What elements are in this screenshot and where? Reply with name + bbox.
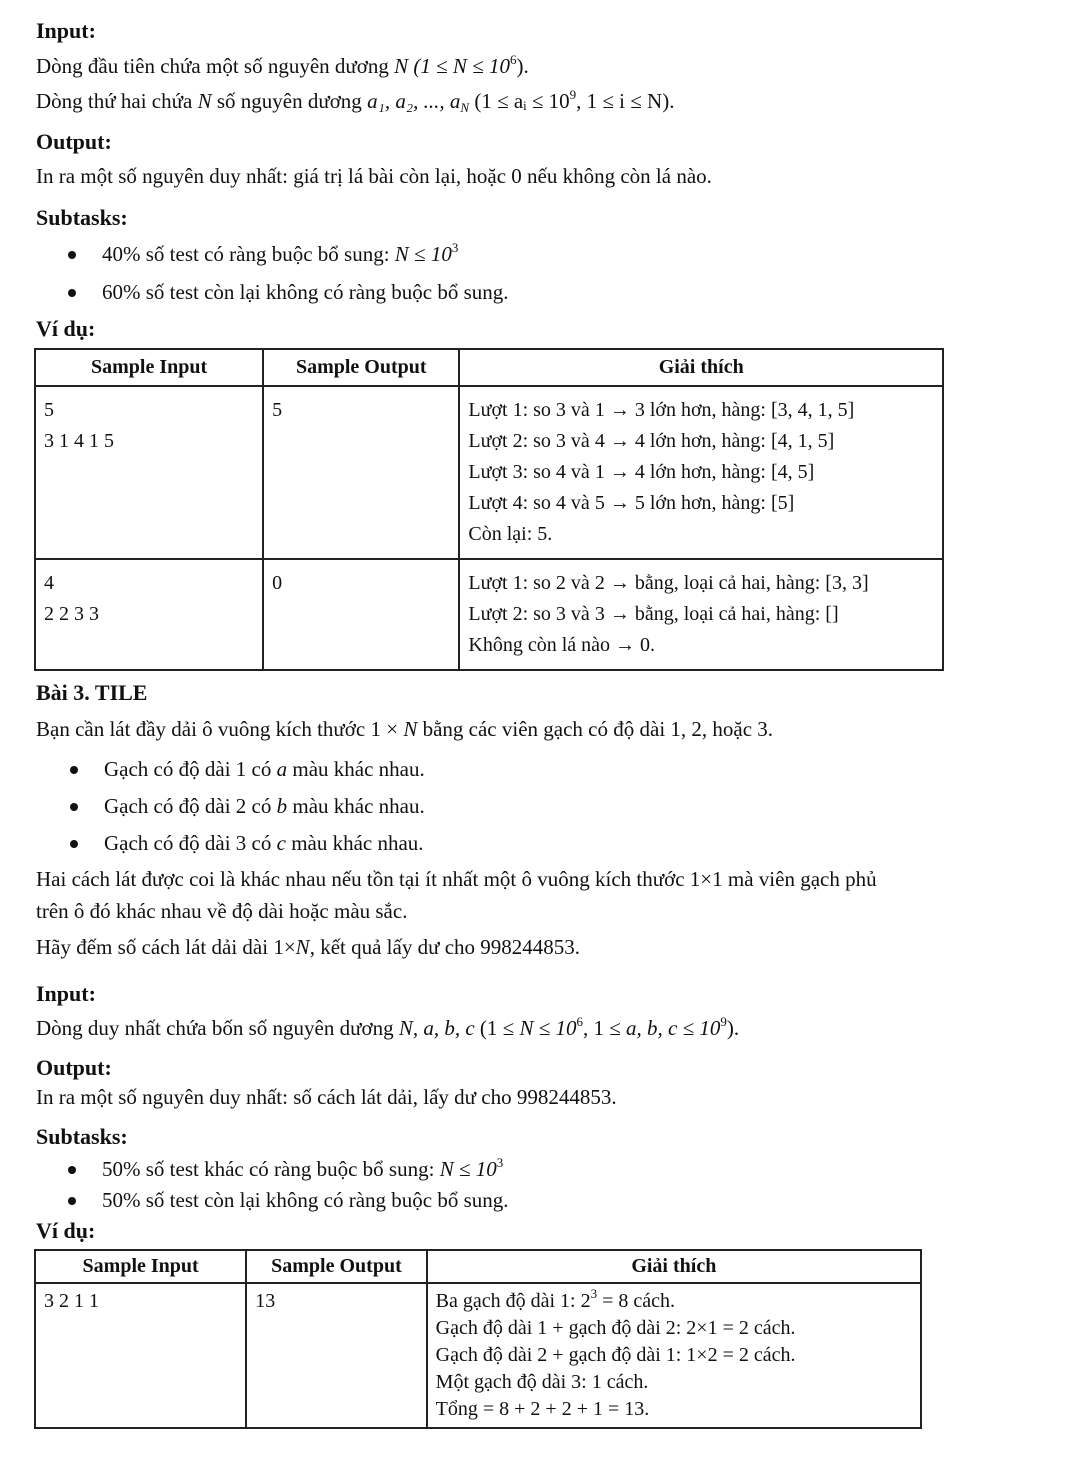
sup: 9 (569, 87, 577, 102)
explain-line: Gạch độ dài 2 + gạch độ dài 1: 1×2 = 2 cách. (435, 1344, 796, 1366)
input-line (36, 1016, 739, 1041)
text: Lượt 2: so 3 và 4 → 4 lớn hơn, hàng: [4, 1, 5] (468, 430, 835, 452)
sub: N (460, 100, 470, 115)
text: Gạch có độ dài 2 có (104, 794, 277, 818)
col-header: Sample Output (246, 1250, 426, 1283)
math: N (1 ≤ N ≤ 10 (394, 54, 510, 78)
sup: 6 (576, 1014, 583, 1029)
subtasks-heading: Subtasks: (36, 1124, 128, 1149)
sample-input-cell (35, 386, 263, 559)
table-header-row (35, 349, 943, 386)
text: Lượt 2: so 3 và 3 → bằng, loại cả hai, hàng: [] (468, 603, 839, 625)
text: 4 (44, 572, 54, 594)
input-heading: Input: (36, 981, 96, 1006)
math: a, b, c ≤ 10 (626, 1016, 721, 1040)
subtask-item-2 (102, 1188, 509, 1213)
text: Lượt 4: so 4 và 5 → 5 lớn hơn, hàng: [5] (468, 492, 795, 514)
explain-line: Tổng = 8 + 2 + 2 + 1 = 13. (435, 1398, 650, 1420)
text: 50% số test còn lại không có ràng buộc bổ sung. (102, 1188, 509, 1212)
sample-output-cell (246, 1283, 426, 1428)
text: 60% số test còn lại không có ràng buộc bổ sung. (102, 280, 509, 304)
math: N, a, b, c (398, 1016, 475, 1040)
bullet-icon (68, 1166, 76, 1174)
sup: 3 (590, 1286, 598, 1301)
text: , kết quả lấy dư cho 998244853. (309, 935, 581, 959)
text: 3 2 1 1 (44, 1290, 99, 1312)
math: N (403, 717, 418, 741)
sample-table (34, 1249, 922, 1429)
text: = 8 cách. (597, 1290, 676, 1312)
explanation-cell (427, 1283, 921, 1428)
text: Gạch có độ dài 1 có (104, 757, 277, 781)
bullet-icon (70, 803, 78, 811)
text: 50% số test khác có ràng buộc bổ sung: (102, 1157, 440, 1181)
text: 3 1 4 1 5 (44, 430, 114, 452)
sample-output-cell (263, 559, 459, 670)
text: Dòng đầu tiên chứa một số nguyên dương (36, 54, 395, 78)
subtask-item-2 (102, 280, 509, 305)
paragraph-line: trên ô đó khác nhau về độ dài hoặc màu sắc. (36, 899, 408, 923)
sup: 3 (496, 1155, 504, 1170)
input-line-1 (36, 54, 529, 79)
sample-output-cell (263, 386, 459, 559)
text: (1 ≤ aᵢ ≤ 10 (469, 89, 570, 113)
math: b (276, 794, 288, 818)
text: Hãy đếm số cách lát dải dài 1× (36, 935, 296, 959)
text: số nguyên dương (211, 89, 368, 113)
example-heading: Ví dụ: (36, 316, 96, 341)
text: màu khác nhau. (285, 831, 424, 855)
text: 0 (272, 572, 283, 594)
sup: 6 (509, 52, 517, 67)
col-header: Giải thích (459, 349, 943, 386)
text: Lượt 1: so 3 và 1 → 3 lớn hơn, hàng: [3, 4, 1, 5] (468, 399, 855, 421)
sample-input-cell (35, 559, 263, 670)
input-heading: Input: (36, 18, 96, 43)
col-header: Giải thích (427, 1250, 921, 1283)
problem-title: Bài 3. TILE (36, 680, 148, 705)
output-heading: Output: (36, 1055, 112, 1080)
subtask-item-1 (102, 242, 458, 267)
text: 40% số test có ràng buộc bổ sung: (102, 242, 395, 266)
math: a₁, a₂, ..., a (367, 89, 461, 113)
output-line: In ra một số nguyên duy nhất: giá trị lá bài còn lại, hoặc 0 nếu không còn lá nào. (36, 164, 712, 188)
text: Không còn lá nào → 0. (468, 634, 656, 656)
text: Bạn cần lát đầy dải ô vuông kích thước 1 × (36, 717, 404, 741)
math: N ≤ 10 (394, 242, 452, 266)
text: , 1 ≤ (582, 1016, 627, 1040)
bullet-icon (70, 766, 78, 774)
bullet-icon (68, 1197, 76, 1205)
text: Lượt 1: so 2 và 2 → bằng, loại cả hai, hàng: [3, 3] (468, 572, 869, 594)
text: Dòng thứ hai chứa (36, 89, 198, 113)
sup: 3 (451, 240, 459, 255)
explanation-cell (459, 559, 943, 670)
intro-line (36, 717, 773, 742)
paragraph-line: Hai cách lát được coi là khác nhau nếu tồn tại ít nhất một ô vuông kích thước 1×1 mà viên gạch phủ (36, 867, 877, 891)
math: N (295, 935, 310, 959)
text: màu khác nhau. (287, 794, 425, 818)
tile-bullet-2 (104, 794, 425, 819)
math: N (197, 89, 212, 113)
text: , 1 ≤ i ≤ N). (576, 89, 675, 113)
sample-input-cell (35, 1283, 246, 1428)
table-row (35, 386, 943, 559)
math: N ≤ 10 (439, 1157, 497, 1181)
explain-line (436, 1288, 912, 1315)
paragraph-line (36, 935, 580, 960)
sup: 9 (720, 1014, 727, 1029)
table-row (35, 559, 943, 670)
text: Gạch có độ dài 3 có (104, 831, 277, 855)
text: bằng các viên gạch có độ dài 1, 2, hoặc 3. (417, 717, 774, 741)
text: ). (726, 1016, 740, 1040)
subtask-item-1 (102, 1157, 503, 1182)
col-header: Sample Output (263, 349, 459, 386)
text: (1 ≤ (474, 1016, 520, 1040)
text: Dòng duy nhất chứa bốn số nguyên dương (36, 1016, 399, 1040)
text: Lượt 3: so 4 và 1 → 4 lớn hơn, hàng: [4, 5] (468, 461, 815, 483)
text: màu khác nhau. (287, 757, 425, 781)
example-heading: Ví dụ: (36, 1218, 96, 1243)
text: ). (516, 54, 529, 78)
table-header-row (35, 1250, 921, 1283)
text: 5 (272, 399, 283, 421)
bullet-icon (70, 840, 78, 848)
tile-bullet-3 (104, 831, 424, 856)
col-header: Sample Input (35, 1250, 246, 1283)
output-heading: Output: (36, 129, 112, 154)
output-line: In ra một số nguyên duy nhất: số cách lát dải, lấy dư cho 998244853. (36, 1085, 617, 1109)
text: 2 2 3 3 (44, 603, 99, 625)
input-line-2 (36, 89, 674, 114)
explain-line: Gạch độ dài 1 + gạch độ dài 2: 2×1 = 2 cách. (435, 1317, 796, 1339)
explanation-cell (459, 386, 943, 559)
bullet-icon (68, 289, 76, 297)
text: 5 (44, 399, 54, 421)
text: 13 (255, 1290, 276, 1312)
sample-table (34, 348, 944, 671)
text: Còn lại: 5. (468, 523, 553, 545)
table-row (35, 1283, 921, 1428)
math: N ≤ 10 (519, 1016, 577, 1040)
subtasks-heading: Subtasks: (36, 205, 128, 230)
text: Ba gạch độ dài 1: 2 (435, 1290, 591, 1312)
bullet-icon (68, 251, 76, 259)
math: c (276, 831, 286, 855)
math: a (276, 757, 288, 781)
tile-bullet-1 (104, 757, 425, 782)
explain-line: Một gạch độ dài 3: 1 cách. (435, 1371, 649, 1393)
col-header: Sample Input (35, 349, 263, 386)
